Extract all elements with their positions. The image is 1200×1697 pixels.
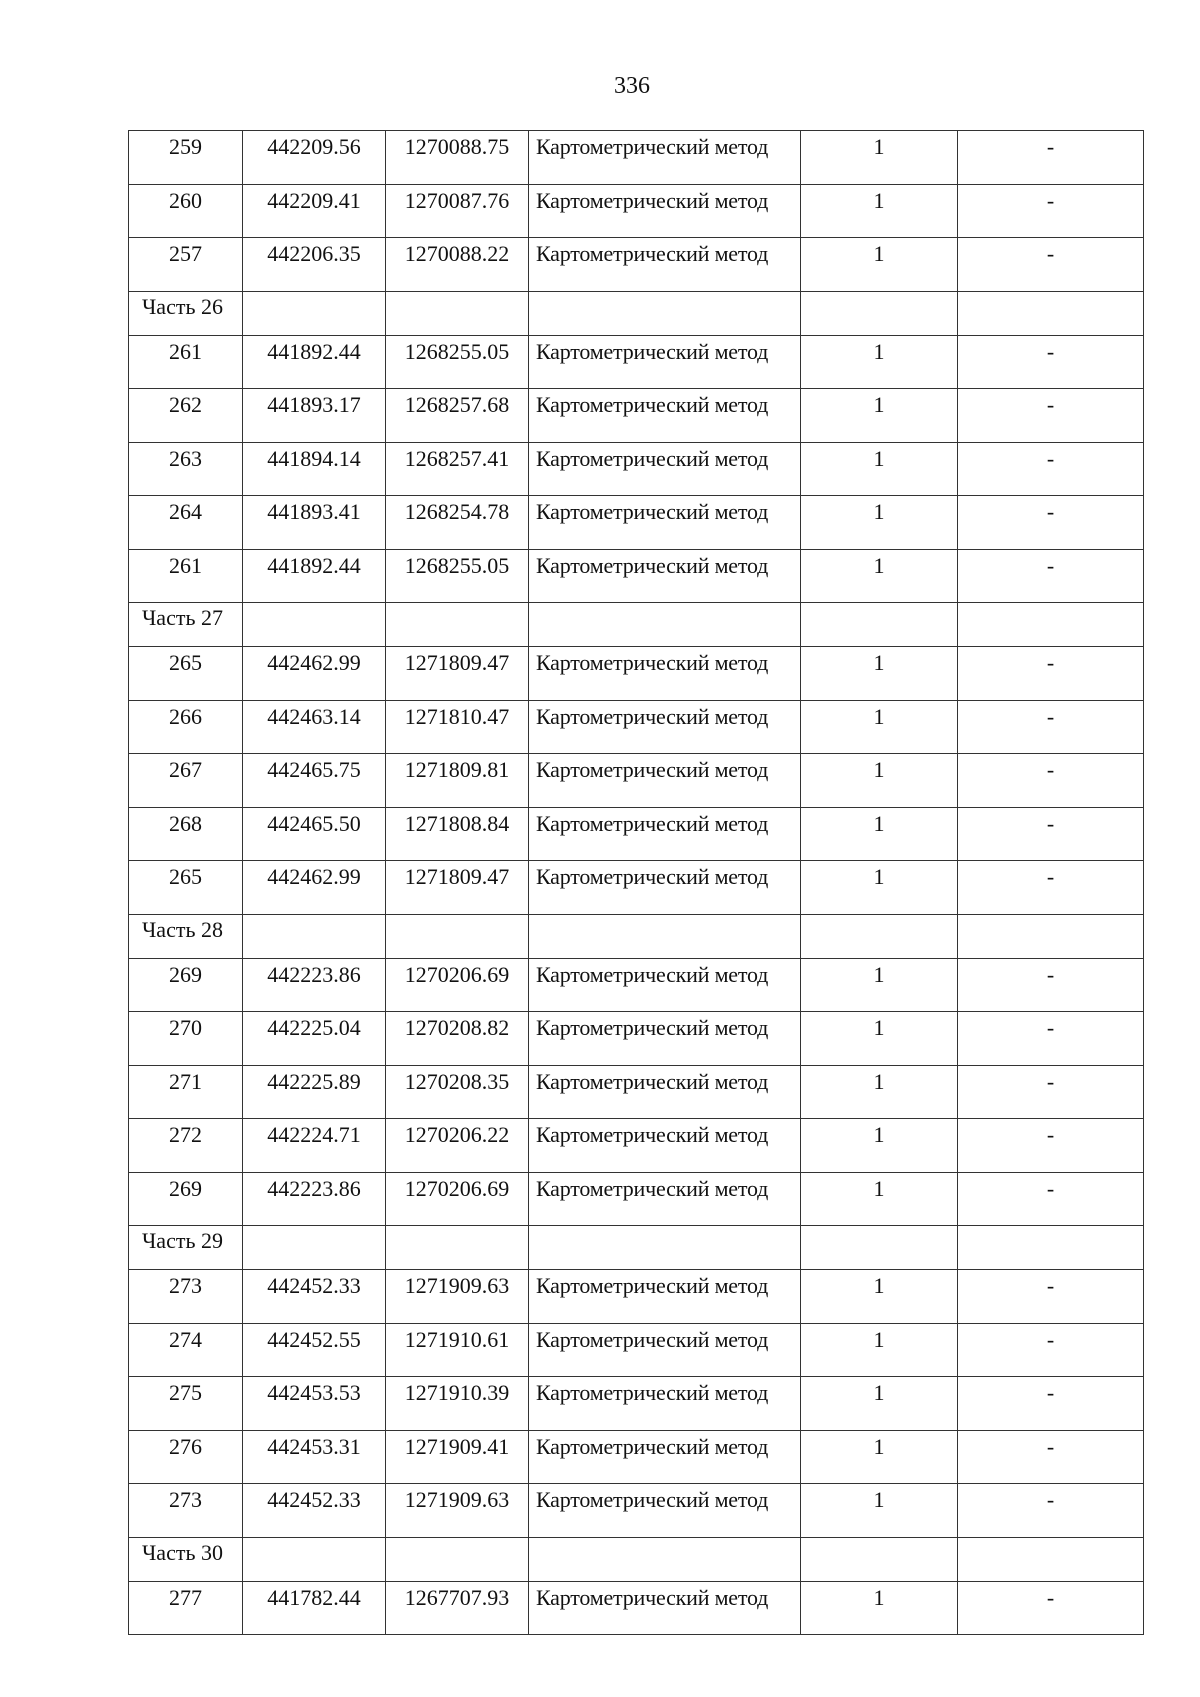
part-header-row — [129, 1226, 1144, 1270]
empty-cell — [958, 1537, 1144, 1581]
point-number-cell: 266 — [129, 700, 243, 754]
note-cell: - — [958, 496, 1144, 550]
x-coordinate-cell: 442452.33 — [243, 1270, 386, 1324]
table-row — [129, 335, 1144, 389]
table-row — [129, 184, 1144, 238]
page-number: 336 — [614, 73, 650, 99]
note-cell: - — [958, 184, 1144, 238]
method-cell: Картометрический метод — [529, 807, 801, 861]
empty-cell — [801, 1226, 958, 1270]
y-coordinate-cell: 1271910.61 — [386, 1323, 529, 1377]
method-cell: Картометрический метод — [529, 1323, 801, 1377]
method-cell: Картометрический метод — [529, 496, 801, 550]
method-cell: Картометрический метод — [529, 958, 801, 1012]
table-row — [129, 1484, 1144, 1538]
empty-cell — [386, 1226, 529, 1270]
empty-cell — [958, 291, 1144, 335]
empty-cell — [386, 291, 529, 335]
method-cell: Картометрический метод — [529, 647, 801, 701]
empty-cell — [958, 914, 1144, 958]
table-row — [129, 1119, 1144, 1173]
accuracy-cell: 1 — [801, 389, 958, 443]
accuracy-cell: 1 — [801, 1012, 958, 1066]
accuracy-cell: 1 — [801, 496, 958, 550]
empty-cell — [386, 1537, 529, 1581]
empty-cell — [243, 914, 386, 958]
method-cell: Картометрический метод — [529, 389, 801, 443]
point-number-cell: 261 — [129, 549, 243, 603]
table-row — [129, 1172, 1144, 1226]
part-label-cell: Часть 29 — [129, 1226, 243, 1270]
note-cell: - — [958, 807, 1144, 861]
y-coordinate-cell: 1271909.63 — [386, 1270, 529, 1324]
part-label-cell: Часть 28 — [129, 914, 243, 958]
point-number-cell: 265 — [129, 861, 243, 915]
y-coordinate-cell: 1270206.69 — [386, 1172, 529, 1226]
empty-cell — [529, 291, 801, 335]
note-cell: - — [958, 1172, 1144, 1226]
note-cell: - — [958, 1065, 1144, 1119]
point-number-cell: 273 — [129, 1484, 243, 1538]
y-coordinate-cell: 1271809.81 — [386, 754, 529, 808]
method-cell: Картометрический метод — [529, 754, 801, 808]
accuracy-cell: 1 — [801, 861, 958, 915]
part-header-row — [129, 603, 1144, 647]
method-cell: Картометрический метод — [529, 861, 801, 915]
method-cell: Картометрический метод — [529, 1430, 801, 1484]
empty-cell — [529, 1226, 801, 1270]
accuracy-cell: 1 — [801, 1377, 958, 1431]
accuracy-cell: 1 — [801, 1065, 958, 1119]
y-coordinate-cell: 1270088.75 — [386, 131, 529, 185]
table-row — [129, 647, 1144, 701]
point-number-cell: 269 — [129, 958, 243, 1012]
x-coordinate-cell: 442453.53 — [243, 1377, 386, 1431]
empty-cell — [386, 603, 529, 647]
y-coordinate-cell: 1268257.41 — [386, 442, 529, 496]
method-cell: Картометрический метод — [529, 1270, 801, 1324]
empty-cell — [958, 1226, 1144, 1270]
x-coordinate-cell: 442462.99 — [243, 861, 386, 915]
y-coordinate-cell: 1271909.63 — [386, 1484, 529, 1538]
note-cell: - — [958, 389, 1144, 443]
method-cell: Картометрический метод — [529, 184, 801, 238]
y-coordinate-cell: 1271909.41 — [386, 1430, 529, 1484]
note-cell: - — [958, 549, 1144, 603]
point-number-cell: 277 — [129, 1581, 243, 1635]
point-number-cell: 272 — [129, 1119, 243, 1173]
y-coordinate-cell: 1270206.69 — [386, 958, 529, 1012]
table-row — [129, 549, 1144, 603]
empty-cell — [243, 291, 386, 335]
coordinates-table — [128, 130, 1144, 1635]
y-coordinate-cell: 1271809.47 — [386, 861, 529, 915]
accuracy-cell: 1 — [801, 442, 958, 496]
method-cell: Картометрический метод — [529, 442, 801, 496]
point-number-cell: 269 — [129, 1172, 243, 1226]
x-coordinate-cell: 442463.14 — [243, 700, 386, 754]
accuracy-cell: 1 — [801, 184, 958, 238]
note-cell: - — [958, 1012, 1144, 1066]
table-row — [129, 1430, 1144, 1484]
table-row — [129, 496, 1144, 550]
point-number-cell: 273 — [129, 1270, 243, 1324]
x-coordinate-cell: 442465.75 — [243, 754, 386, 808]
accuracy-cell: 1 — [801, 131, 958, 185]
point-number-cell: 264 — [129, 496, 243, 550]
method-cell: Картометрический метод — [529, 238, 801, 292]
part-header-row — [129, 291, 1144, 335]
table-row — [129, 131, 1144, 185]
part-label-cell: Часть 30 — [129, 1537, 243, 1581]
note-cell: - — [958, 958, 1144, 1012]
empty-cell — [958, 603, 1144, 647]
accuracy-cell: 1 — [801, 700, 958, 754]
empty-cell — [243, 1537, 386, 1581]
x-coordinate-cell: 441893.17 — [243, 389, 386, 443]
note-cell: - — [958, 754, 1144, 808]
accuracy-cell: 1 — [801, 1581, 958, 1635]
accuracy-cell: 1 — [801, 807, 958, 861]
empty-cell — [243, 603, 386, 647]
x-coordinate-cell: 441892.44 — [243, 549, 386, 603]
table-row — [129, 1270, 1144, 1324]
accuracy-cell: 1 — [801, 1119, 958, 1173]
empty-cell — [529, 1537, 801, 1581]
x-coordinate-cell: 442465.50 — [243, 807, 386, 861]
note-cell: - — [958, 861, 1144, 915]
part-header-row — [129, 914, 1144, 958]
point-number-cell: 268 — [129, 807, 243, 861]
point-number-cell: 270 — [129, 1012, 243, 1066]
x-coordinate-cell: 441892.44 — [243, 335, 386, 389]
part-label-cell: Часть 26 — [129, 291, 243, 335]
method-cell: Картометрический метод — [529, 700, 801, 754]
point-number-cell: 259 — [129, 131, 243, 185]
empty-cell — [801, 1537, 958, 1581]
y-coordinate-cell: 1271910.39 — [386, 1377, 529, 1431]
note-cell: - — [958, 1270, 1144, 1324]
table-row — [129, 958, 1144, 1012]
point-number-cell: 265 — [129, 647, 243, 701]
point-number-cell: 275 — [129, 1377, 243, 1431]
part-label-cell: Часть 27 — [129, 603, 243, 647]
empty-cell — [529, 603, 801, 647]
point-number-cell: 274 — [129, 1323, 243, 1377]
part-header-row — [129, 1537, 1144, 1581]
note-cell: - — [958, 1323, 1144, 1377]
table-row — [129, 238, 1144, 292]
note-cell: - — [958, 335, 1144, 389]
x-coordinate-cell: 442452.55 — [243, 1323, 386, 1377]
method-cell: Картометрический метод — [529, 1119, 801, 1173]
x-coordinate-cell: 442223.86 — [243, 958, 386, 1012]
table-row — [129, 1377, 1144, 1431]
x-coordinate-cell: 442209.56 — [243, 131, 386, 185]
note-cell: - — [958, 647, 1144, 701]
method-cell: Картометрический метод — [529, 1012, 801, 1066]
accuracy-cell: 1 — [801, 335, 958, 389]
note-cell: - — [958, 442, 1144, 496]
point-number-cell: 262 — [129, 389, 243, 443]
note-cell: - — [958, 700, 1144, 754]
point-number-cell: 267 — [129, 754, 243, 808]
point-number-cell: 271 — [129, 1065, 243, 1119]
x-coordinate-cell: 442225.04 — [243, 1012, 386, 1066]
accuracy-cell: 1 — [801, 958, 958, 1012]
point-number-cell: 260 — [129, 184, 243, 238]
point-number-cell: 276 — [129, 1430, 243, 1484]
note-cell: - — [958, 1377, 1144, 1431]
point-number-cell: 263 — [129, 442, 243, 496]
x-coordinate-cell: 442452.33 — [243, 1484, 386, 1538]
method-cell: Картометрический метод — [529, 1377, 801, 1431]
method-cell: Картометрический метод — [529, 1065, 801, 1119]
y-coordinate-cell: 1268255.05 — [386, 549, 529, 603]
table-row — [129, 861, 1144, 915]
x-coordinate-cell: 442462.99 — [243, 647, 386, 701]
table-row — [129, 1323, 1144, 1377]
x-coordinate-cell: 442223.86 — [243, 1172, 386, 1226]
x-coordinate-cell: 442225.89 — [243, 1065, 386, 1119]
y-coordinate-cell: 1268255.05 — [386, 335, 529, 389]
y-coordinate-cell: 1267707.93 — [386, 1581, 529, 1635]
table-row — [129, 1581, 1144, 1635]
method-cell: Картометрический метод — [529, 1172, 801, 1226]
empty-cell — [801, 603, 958, 647]
table-row — [129, 754, 1144, 808]
note-cell: - — [958, 1119, 1144, 1173]
y-coordinate-cell: 1270088.22 — [386, 238, 529, 292]
method-cell: Картометрический метод — [529, 131, 801, 185]
empty-cell — [801, 291, 958, 335]
x-coordinate-cell: 442209.41 — [243, 184, 386, 238]
accuracy-cell: 1 — [801, 754, 958, 808]
y-coordinate-cell: 1268254.78 — [386, 496, 529, 550]
y-coordinate-cell: 1271810.47 — [386, 700, 529, 754]
point-number-cell: 261 — [129, 335, 243, 389]
accuracy-cell: 1 — [801, 238, 958, 292]
empty-cell — [529, 914, 801, 958]
x-coordinate-cell: 442453.31 — [243, 1430, 386, 1484]
accuracy-cell: 1 — [801, 647, 958, 701]
x-coordinate-cell: 442224.71 — [243, 1119, 386, 1173]
note-cell: - — [958, 238, 1144, 292]
method-cell: Картометрический метод — [529, 335, 801, 389]
method-cell: Картометрический метод — [529, 549, 801, 603]
x-coordinate-cell: 441893.41 — [243, 496, 386, 550]
accuracy-cell: 1 — [801, 1323, 958, 1377]
accuracy-cell: 1 — [801, 1430, 958, 1484]
y-coordinate-cell: 1268257.68 — [386, 389, 529, 443]
method-cell: Картометрический метод — [529, 1484, 801, 1538]
table-row — [129, 700, 1144, 754]
accuracy-cell: 1 — [801, 549, 958, 603]
empty-cell — [801, 914, 958, 958]
note-cell: - — [958, 1484, 1144, 1538]
table-row — [129, 807, 1144, 861]
y-coordinate-cell: 1271809.47 — [386, 647, 529, 701]
coordinates-table-body — [129, 131, 1144, 1635]
note-cell: - — [958, 131, 1144, 185]
note-cell: - — [958, 1581, 1144, 1635]
empty-cell — [243, 1226, 386, 1270]
table-row — [129, 1065, 1144, 1119]
y-coordinate-cell: 1270087.76 — [386, 184, 529, 238]
table-row — [129, 389, 1144, 443]
table-row — [129, 442, 1144, 496]
note-cell: - — [958, 1430, 1144, 1484]
x-coordinate-cell: 441782.44 — [243, 1581, 386, 1635]
y-coordinate-cell: 1270208.35 — [386, 1065, 529, 1119]
table-row — [129, 1012, 1144, 1066]
method-cell: Картометрический метод — [529, 1581, 801, 1635]
empty-cell — [386, 914, 529, 958]
accuracy-cell: 1 — [801, 1270, 958, 1324]
accuracy-cell: 1 — [801, 1484, 958, 1538]
y-coordinate-cell: 1270206.22 — [386, 1119, 529, 1173]
point-number-cell: 257 — [129, 238, 243, 292]
accuracy-cell: 1 — [801, 1172, 958, 1226]
y-coordinate-cell: 1270208.82 — [386, 1012, 529, 1066]
x-coordinate-cell: 441894.14 — [243, 442, 386, 496]
x-coordinate-cell: 442206.35 — [243, 238, 386, 292]
y-coordinate-cell: 1271808.84 — [386, 807, 529, 861]
